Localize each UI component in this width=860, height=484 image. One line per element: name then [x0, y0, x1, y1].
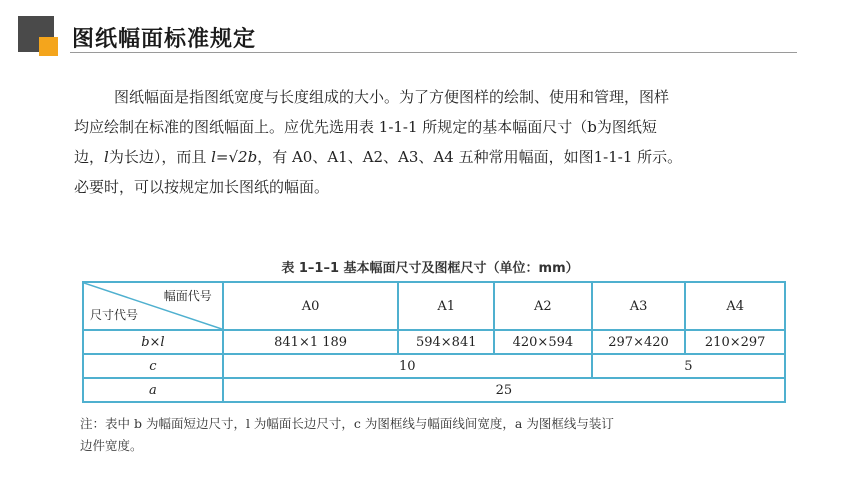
note-line-1: 注：表中 b 为幅面短边尺寸，l 为幅面长边尺寸，c 为图框线与幅面线间宽度，a 为图框线与装订	[80, 416, 614, 431]
table-header-a4: A4	[685, 282, 785, 330]
corner-label-top: 幅面代号	[163, 289, 212, 303]
title-divider	[70, 52, 797, 53]
paragraph-line-3-c: ，有 A0、A1、A2、A3、A4 五种常用幅面，如图1-1-1 所示。	[257, 148, 683, 166]
paragraph-symbol-l: l	[104, 148, 109, 166]
cell-c-a3-a4: 5	[592, 354, 785, 378]
note-line-2: 边件宽度。	[80, 438, 143, 453]
table-row-bxl	[83, 330, 785, 354]
cell-bxl-a4: 210×297	[685, 330, 785, 354]
paragraph-line-3-a: 边，	[74, 148, 105, 166]
logo-accent-square	[39, 37, 58, 56]
paragraph-line-4: 必要时，可以按规定加长图纸的幅面。	[74, 178, 330, 196]
table-note	[80, 413, 780, 457]
paragraph-line-2: 均应绘制在标准的图纸幅面上。应优先选用表 1-1-1 所规定的基本幅面尺寸（b为图纸短	[74, 118, 657, 136]
cell-bxl-a3: 297×420	[592, 330, 686, 354]
intro-paragraph	[74, 82, 794, 202]
table-header-a3: A3	[592, 282, 686, 330]
cell-bxl-a2: 420×594	[494, 330, 592, 354]
row-label-a: a	[83, 378, 223, 402]
size-table	[82, 281, 786, 403]
table-row-c	[83, 354, 785, 378]
table-header-a1: A1	[398, 282, 494, 330]
row-label-c: c	[83, 354, 223, 378]
table-header-a0: A0	[223, 282, 399, 330]
cell-c-a0-a2: 10	[223, 354, 592, 378]
paragraph-line-3	[74, 142, 794, 172]
corner-label-bottom: 尺寸代号	[90, 308, 139, 322]
page-title: 图纸幅面标准规定	[72, 27, 257, 52]
table-caption: 表 1–1–1 基本幅面尺寸及图框尺寸（单位：mm）	[281, 261, 579, 276]
paragraph-line-1: 图纸幅面是指图纸宽度与长度组成的大小。为了方便图样的绘制、使用和管理，图样	[114, 88, 670, 106]
table-header-row	[83, 282, 785, 330]
cell-a-all: 25	[223, 378, 785, 402]
table-row-a	[83, 378, 785, 402]
logo	[18, 16, 62, 60]
table-header-a2: A2	[494, 282, 592, 330]
row-label-bxl: b×l	[83, 330, 223, 354]
paragraph-line-3-b: 为长边），而且	[108, 148, 207, 166]
table-corner-cell	[83, 282, 223, 330]
formula: l=√2b	[211, 148, 258, 166]
cell-bxl-a0: 841×1 189	[223, 330, 399, 354]
cell-bxl-a1: 594×841	[398, 330, 494, 354]
